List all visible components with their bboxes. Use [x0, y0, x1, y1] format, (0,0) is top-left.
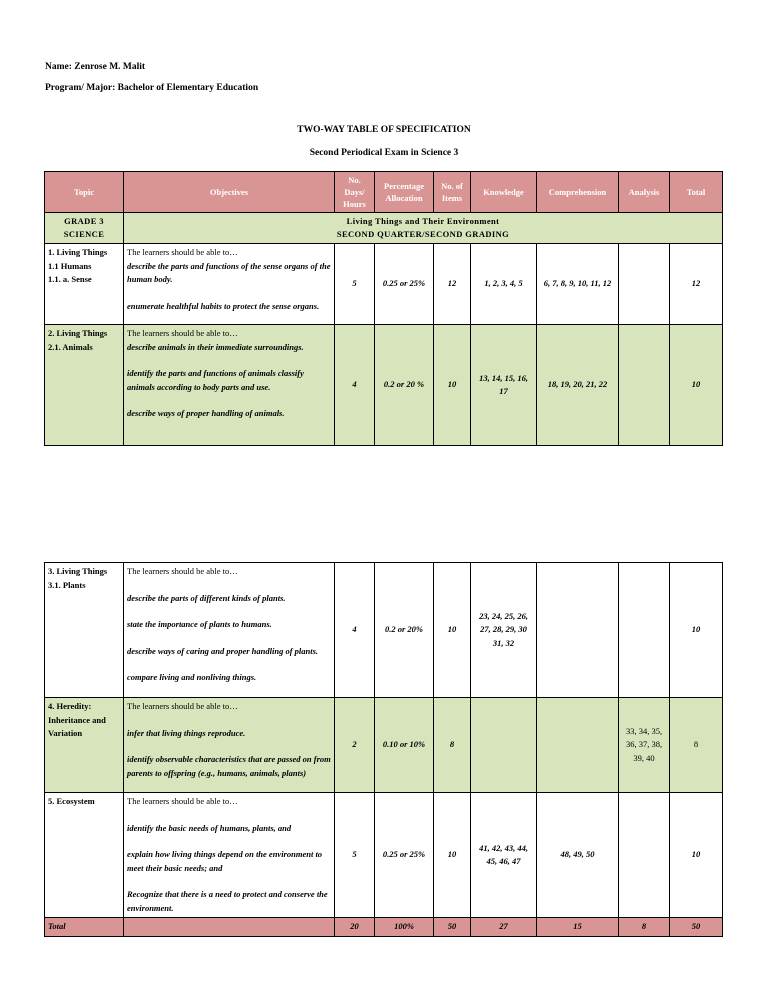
- header-topic: Topic: [45, 172, 124, 213]
- knowledge-cell: [471, 698, 537, 793]
- objectives-cell: [124, 698, 335, 793]
- objectives-cell: [124, 793, 335, 918]
- topic-line: 2.1. Animals: [48, 341, 93, 352]
- totals-comprehension: 15: [537, 918, 619, 937]
- objective-item: describe ways of caring and proper handling of plants.: [127, 645, 319, 656]
- objective-item: describe animals in their immediate surroundings.: [127, 341, 304, 352]
- totals-objectives: [124, 918, 335, 937]
- items-cell: 12: [434, 244, 471, 325]
- days-cell: 4: [335, 563, 375, 698]
- topic-cell: [45, 325, 124, 446]
- objective-item: describe the parts and functions of the sense organs of the human body.: [127, 260, 331, 284]
- header-knowledge: Knowledge: [471, 172, 537, 213]
- topic-cell: [45, 244, 124, 325]
- table-row-2: [45, 325, 723, 446]
- spec-table-part-1: [44, 171, 723, 446]
- analysis-cell: [619, 563, 670, 698]
- objective-intro: The learners should be able to…: [127, 566, 238, 576]
- total-cell: 12: [670, 244, 723, 325]
- header-row: [45, 172, 723, 213]
- topic-line: 1.1. a. Sense: [48, 274, 92, 284]
- objectives-cell: [124, 244, 335, 325]
- objective-intro: The learners should be able to…: [127, 247, 238, 257]
- topic-line: 1.1 Humans: [48, 260, 92, 271]
- objective-intro: The learners should be able to…: [127, 328, 238, 338]
- objective-item: identify the parts and functions of animals classify animals according to body parts and use.: [127, 368, 304, 392]
- days-cell: 5: [335, 793, 375, 918]
- objectives-cell: [124, 325, 335, 446]
- student-name: Name: Zenrose M. Malit: [45, 62, 146, 72]
- topic-cell: [45, 563, 124, 698]
- student-program: Program/ Major: Bachelor of Elementary Education: [45, 83, 259, 93]
- totals-analysis: 8: [619, 918, 670, 937]
- topic-line: 1. Living Things: [48, 247, 108, 257]
- knowledge-cell: 1, 2, 3, 4, 5: [471, 244, 537, 325]
- percent-cell: 0.10 or 10%: [375, 698, 434, 793]
- objective-item: compare living and nonliving things.: [127, 672, 257, 682]
- topic-line: 3. Living Things: [48, 566, 108, 576]
- topic-cell: 5. Ecosystem: [45, 793, 124, 918]
- comprehension-cell: [537, 563, 619, 698]
- table-row-1: [45, 244, 723, 325]
- spec-table-part-2: [44, 562, 723, 937]
- objective-item: describe ways of proper handling of animals.: [127, 408, 285, 418]
- doc-title: TWO-WAY TABLE OF SPECIFICATION: [297, 125, 471, 135]
- analysis-cell: [619, 793, 670, 918]
- days-cell: 4: [335, 325, 375, 446]
- objective-item: infer that living things reproduce.: [127, 727, 246, 738]
- analysis-cell: [619, 325, 670, 446]
- analysis-cell: 33, 34, 35, 36, 37, 38, 39, 40: [619, 698, 670, 793]
- days-cell: 5: [335, 244, 375, 325]
- header-days: No. Days/ Hours: [335, 172, 375, 213]
- objectives-cell: [124, 563, 335, 698]
- comprehension-cell: 48, 49, 50: [537, 793, 619, 918]
- quarter-text: SECOND QUARTER/SECOND GRADING: [336, 229, 510, 239]
- theme-text: Living Things and Their Environment: [346, 216, 500, 226]
- objective-item: identify observable characteristics that are passed on from parents to offspring (e.g., humans, animals, plants): [127, 754, 331, 778]
- totals-knowledge: 27: [471, 918, 537, 937]
- totals-row: [45, 918, 723, 937]
- total-cell: 10: [670, 793, 723, 918]
- objective-item: Recognize that there is a need to protect and conserve the environment.: [127, 889, 328, 913]
- totals-label: Total: [45, 918, 124, 937]
- percent-cell: 0.25 or 25%: [375, 244, 434, 325]
- percent-cell: 0.2 or 20%: [375, 563, 434, 698]
- total-cell: 8: [670, 698, 723, 793]
- items-cell: 10: [434, 325, 471, 446]
- topic-line: 3.1. Plants: [48, 579, 86, 590]
- knowledge-cell: 41, 42, 43, 44, 45, 46, 47: [471, 793, 537, 918]
- comprehension-cell: 6, 7, 8, 9, 10, 11, 12: [537, 244, 619, 325]
- table-row-4: [45, 698, 723, 793]
- totals-percent: 100%: [375, 918, 434, 937]
- doc-subtitle: Second Periodical Exam in Science 3: [309, 148, 459, 158]
- items-cell: 10: [434, 563, 471, 698]
- knowledge-cell: 23, 24, 25, 26, 27, 28, 29, 30 31, 32: [471, 563, 537, 698]
- header-percentage: Percentage Allocation: [375, 172, 434, 213]
- grade-row: [45, 213, 723, 244]
- header-comprehension: Comprehension: [537, 172, 619, 213]
- percent-cell: 0.2 or 20 %: [375, 325, 434, 446]
- items-cell: 10: [434, 793, 471, 918]
- objective-item: describe the parts of different kinds of plants.: [127, 592, 286, 603]
- table-row-3: [45, 563, 723, 698]
- topic-line: 2. Living Things: [48, 328, 108, 338]
- knowledge-cell: 13, 14, 15, 16, 17: [471, 325, 537, 446]
- comprehension-cell: 18, 19, 20, 21, 22: [537, 325, 619, 446]
- totals-days: 20: [335, 918, 375, 937]
- objective-item: state the importance of plants to humans.: [127, 619, 272, 629]
- totals-total: 50: [670, 918, 723, 937]
- percent-cell: 0.25 or 25%: [375, 793, 434, 918]
- table-row-5: [45, 793, 723, 918]
- header-items: No. of Items: [434, 172, 471, 213]
- header-analysis: Analysis: [619, 172, 670, 213]
- topic-cell: 4. Heredity: Inheritance and Variation: [45, 698, 124, 793]
- header-objectives: Objectives: [124, 172, 335, 213]
- totals-items: 50: [434, 918, 471, 937]
- analysis-cell: [619, 244, 670, 325]
- objective-item: identify the basic needs of humans, plants, and: [127, 822, 292, 833]
- total-cell: 10: [670, 325, 723, 446]
- grade-label: GRADE 3 SCIENCE: [45, 213, 124, 244]
- items-cell: 8: [434, 698, 471, 793]
- objective-item: explain how living things depend on the environment to meet their basic needs; and: [127, 849, 323, 873]
- comprehension-cell: [537, 698, 619, 793]
- objective-intro: The learners should be able to…: [127, 701, 238, 711]
- header-total: Total: [670, 172, 723, 213]
- objective-item: enumerate healthful habits to protect the sense organs.: [127, 300, 320, 311]
- total-cell: 10: [670, 563, 723, 698]
- days-cell: 2: [335, 698, 375, 793]
- grade-theme: [124, 213, 723, 244]
- objective-intro: The learners should be able to…: [127, 796, 238, 806]
